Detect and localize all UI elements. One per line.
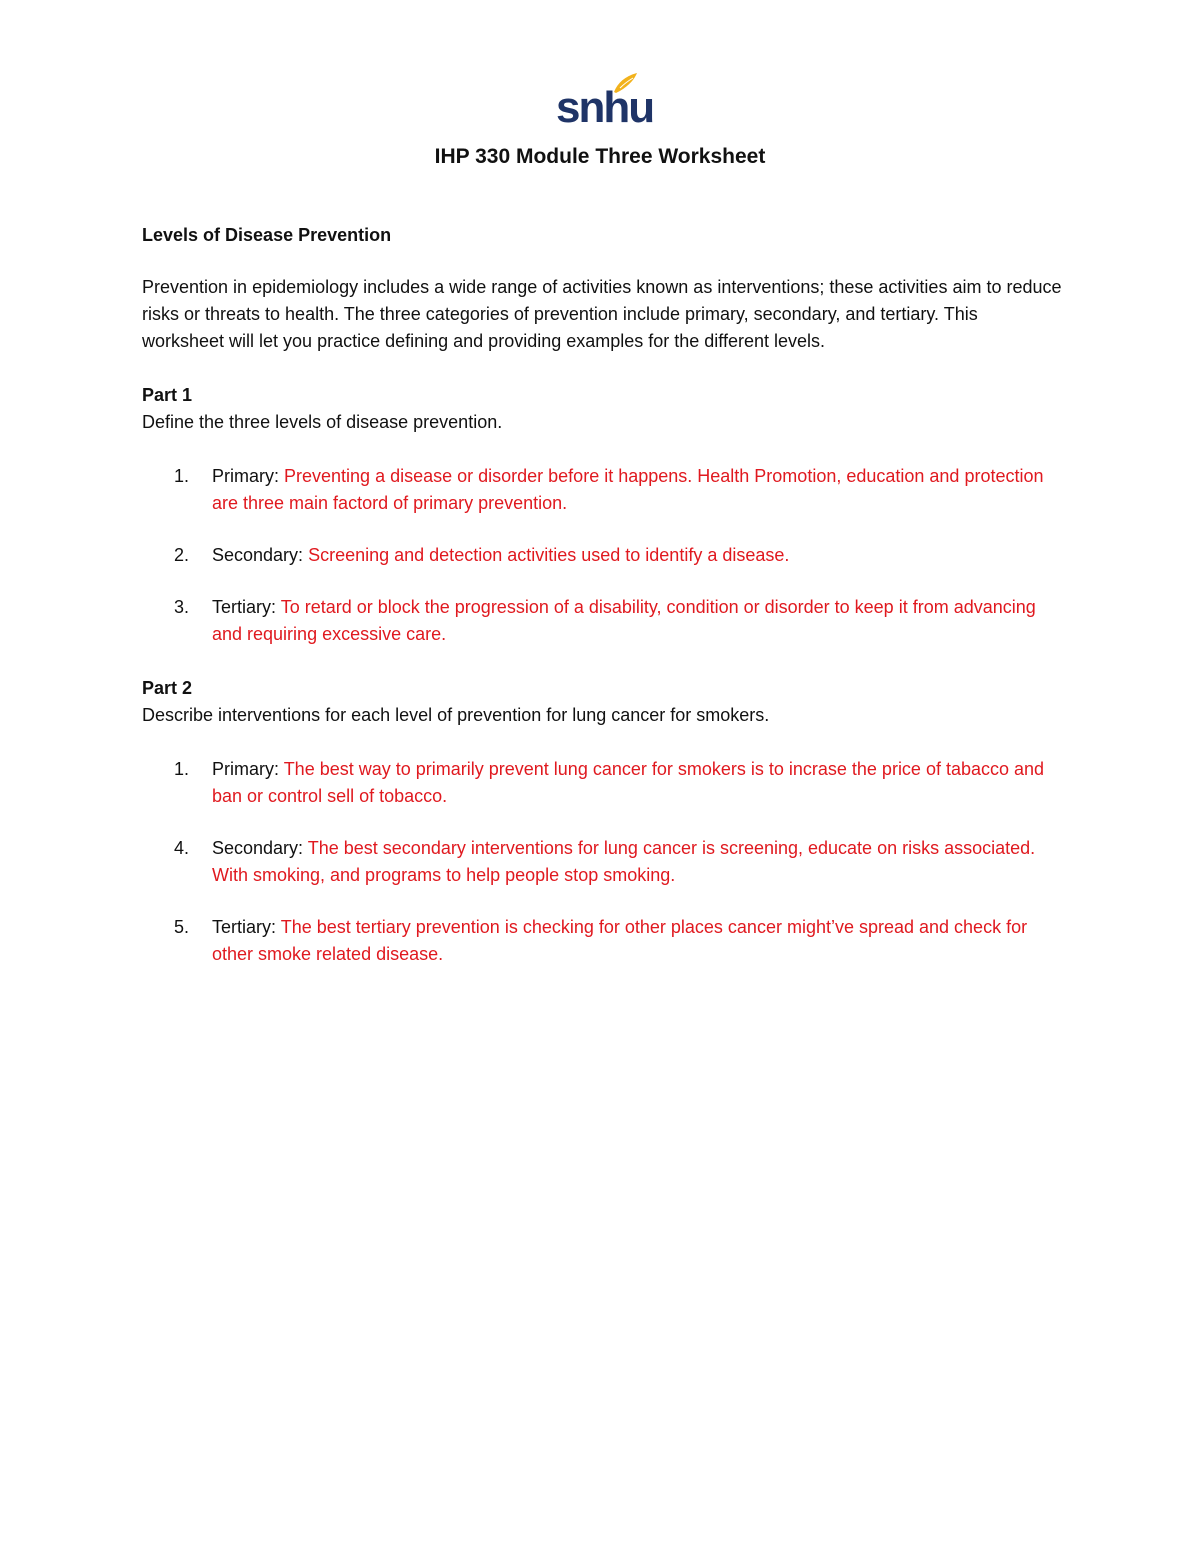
- item-number: 1.: [174, 759, 190, 779]
- part1-list: [142, 463, 1062, 648]
- item-number: 4.: [174, 838, 190, 858]
- intro-paragraph: Prevention in epidemiology includes a wide range of activities known as interventions; these activities aim to reduce risks or threats to health. The three categories of prevention include primary, secondary, and tertiary. This worksheet will let you practice defining and providing examples for the different levels.: [142, 277, 1062, 351]
- part2-list: [142, 756, 1062, 968]
- page-title: IHP 330 Module Three Worksheet: [434, 145, 766, 168]
- item-label: Tertiary:: [212, 917, 277, 937]
- item-number: 5.: [174, 917, 190, 937]
- list-item: [142, 914, 1062, 968]
- part2-heading: Part 2: [142, 678, 193, 698]
- item-label: Primary:: [212, 759, 279, 779]
- list-item: [142, 835, 1062, 889]
- item-label: Primary:: [212, 466, 279, 486]
- list-item: [142, 594, 1062, 648]
- item-answer: Screening and detection activities used to identify a disease.: [308, 545, 790, 565]
- document-body: [142, 222, 1062, 968]
- item-answer: The best way to primarily prevent lung cancer for smokers is to incrase the price of tabacco and ban or control sell of tobacco.: [212, 759, 1045, 806]
- item-label: Secondary:: [212, 545, 304, 565]
- item-answer: The best secondary interventions for lung cancer is screening, educate on risks associated. With smoking, and programs to help people stop smoking.: [212, 838, 1036, 885]
- section-heading: Levels of Disease Prevention: [142, 225, 392, 245]
- list-item: [142, 756, 1062, 810]
- part2-prompt: Describe interventions for each level of prevention for lung cancer for smokers.: [142, 705, 770, 725]
- item-label: Tertiary:: [212, 597, 277, 617]
- list-item: [142, 463, 1062, 517]
- item-answer: To retard or block the progression of a disability, condition or disorder to keep it from advancing and requiring excessive care.: [212, 597, 1036, 644]
- item-number: 1.: [174, 466, 190, 486]
- item-number: 2.: [174, 545, 190, 565]
- list-item: [142, 542, 1062, 569]
- part1-prompt: Define the three levels of disease prevention.: [142, 412, 503, 432]
- item-answer: Preventing a disease or disorder before it happens. Health Promotion, education and protection are three main factord of primary prevention.: [212, 466, 1044, 513]
- logo-wordmark: snhu: [556, 83, 654, 132]
- item-label: Secondary:: [212, 838, 304, 858]
- item-answer: The best tertiary prevention is checking for other places cancer might’ve spread and check for other smoke related disease.: [212, 917, 1028, 964]
- part1-heading: Part 1: [142, 385, 193, 405]
- item-number: 3.: [174, 597, 190, 617]
